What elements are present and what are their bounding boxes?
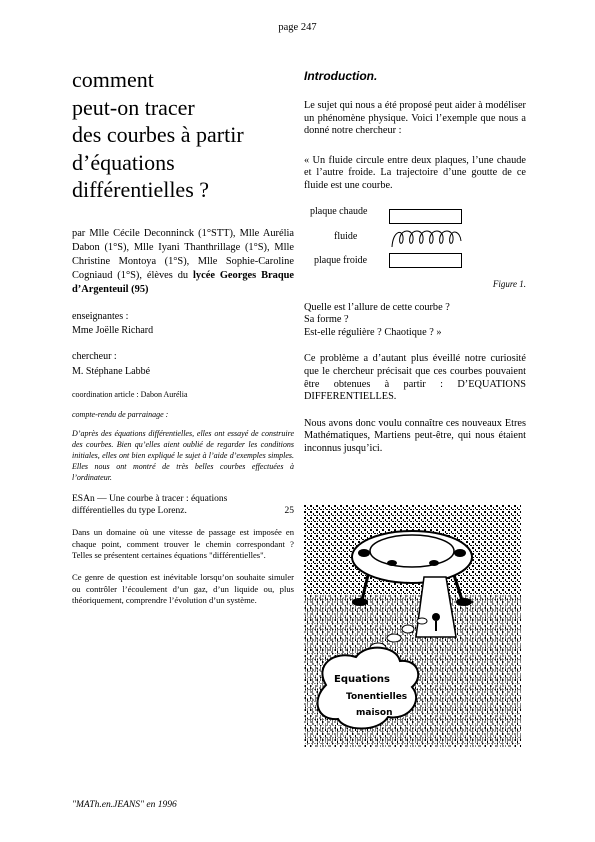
title-line: des courbes à partir <box>72 122 244 147</box>
fluid-label: fluide <box>334 230 358 242</box>
sponsorship-label: compte-rendu de parrainage : <box>72 410 169 420</box>
right-paragraph: Ce problème a d’autant plus éveillé notre curiosité que le chercheur précisait que ces courbes pouvaient être obtenues à partir : D’EQUATIONS DIFFERENTIELLES. <box>304 353 526 403</box>
bubble-word: Tonentielles <box>346 692 408 702</box>
figure-1 <box>304 207 526 273</box>
question: Quelle est l’allure de cette courbe ? <box>304 301 450 313</box>
cold-plate-label: plaque froide <box>314 254 368 266</box>
school-name: lycée Georges Braque d’Argenteuil (95) <box>72 270 294 296</box>
page-number: page 247 <box>278 22 317 33</box>
ufo-drawing <box>304 505 521 747</box>
intro-paragraph-1: Le sujet qui nous a été proposé peut aider à modéliser un phénomène physique. Voici l’exemple que nous a donné notre chercheur : <box>304 100 526 137</box>
sponsorship-text: D’après des équations différentielles, elles ont essayé de construire des courbes. Bien qu’elles aient oublié de regarder les conditions initiales, elles ont bien expliqué le sujet à l’aide d’exemples simples. Elles nous ont montré de très belles courbes effectuées à l’ordinateur. <box>72 429 294 483</box>
right-column <box>304 66 526 456</box>
esan-reference <box>72 493 294 517</box>
footer: "MATh.en.JEANS" en 1996 <box>72 800 177 810</box>
coordination: coordination article : Dabon Aurélia <box>72 390 188 400</box>
hot-plate <box>389 209 462 224</box>
introduction-heading: Introduction. <box>304 69 378 83</box>
title-line: d’équations <box>72 149 175 175</box>
authors-text: par Mlle Cécile Deconninck (1°STT), Mlle Aurélia Dabon (1°S), Mlle Iyani Thanthrillage (1°S), Mlle Christine Montoya (1°S), Mlle Sophie-Caroline Cogniaud (1°S), élèves du <box>72 227 294 282</box>
title-line: comment <box>72 67 154 92</box>
researcher-name: M. Stéphane Labbé <box>72 365 151 377</box>
teachers-label: enseignantes : <box>72 310 129 322</box>
intro-paragraph-2: « Un fluide circule entre deux plaques, l’une chaude et l’autre froide. La trajectoire d’une goutte de ce fluide est une courbe. <box>304 154 526 191</box>
article-title <box>72 66 294 204</box>
hot-plate-label: plaque chaude <box>310 205 368 217</box>
teachers <box>72 310 294 339</box>
researcher-label: chercheur : <box>72 351 117 363</box>
bubble-word: maison <box>356 708 393 718</box>
title-line: différentielles ? <box>72 177 210 202</box>
authors <box>72 227 294 298</box>
question: Sa forme ? <box>304 314 349 326</box>
esan-line-1: ESAn — Une courbe à tracer : équations <box>72 494 228 505</box>
esan-line-2: différentielles du type Lorenz. <box>72 506 187 517</box>
fluid-trajectory <box>390 225 465 251</box>
esan-page-ref: 25 <box>284 506 294 517</box>
left-column <box>72 66 294 607</box>
left-paragraph: Dans un domaine où une vitesse de passage est imposée en chaque point, comment trouver le chemin correspondant ? Telles se présentent certaines équations "différentielles". <box>72 527 294 561</box>
questions <box>304 302 526 340</box>
bubble-word: Equations <box>334 674 391 685</box>
ufo-illustration <box>304 505 521 747</box>
question: Est-elle régulière ? Chaotique ? » <box>304 326 442 338</box>
title-line: peut-on tracer <box>72 94 195 120</box>
cold-plate <box>389 253 462 268</box>
right-paragraph: Nous avons donc voulu connaître ces nouveaux Etres Mathématiques, Martiens peut-être, qui nous étaient inconnus jusqu’ici. <box>304 417 526 454</box>
left-paragraph: Ce genre de question est inévitable lorsqu’on souhaite simuler ou contrôler l’écoulement d’un gaz, d’un liquide ou, plus théoriquement, comprendre l’évolution d’un système. <box>72 571 294 606</box>
teachers-name: Mme Joëlle Richard <box>72 324 154 336</box>
figure-caption: Figure 1. <box>492 278 526 289</box>
researcher <box>72 350 294 379</box>
